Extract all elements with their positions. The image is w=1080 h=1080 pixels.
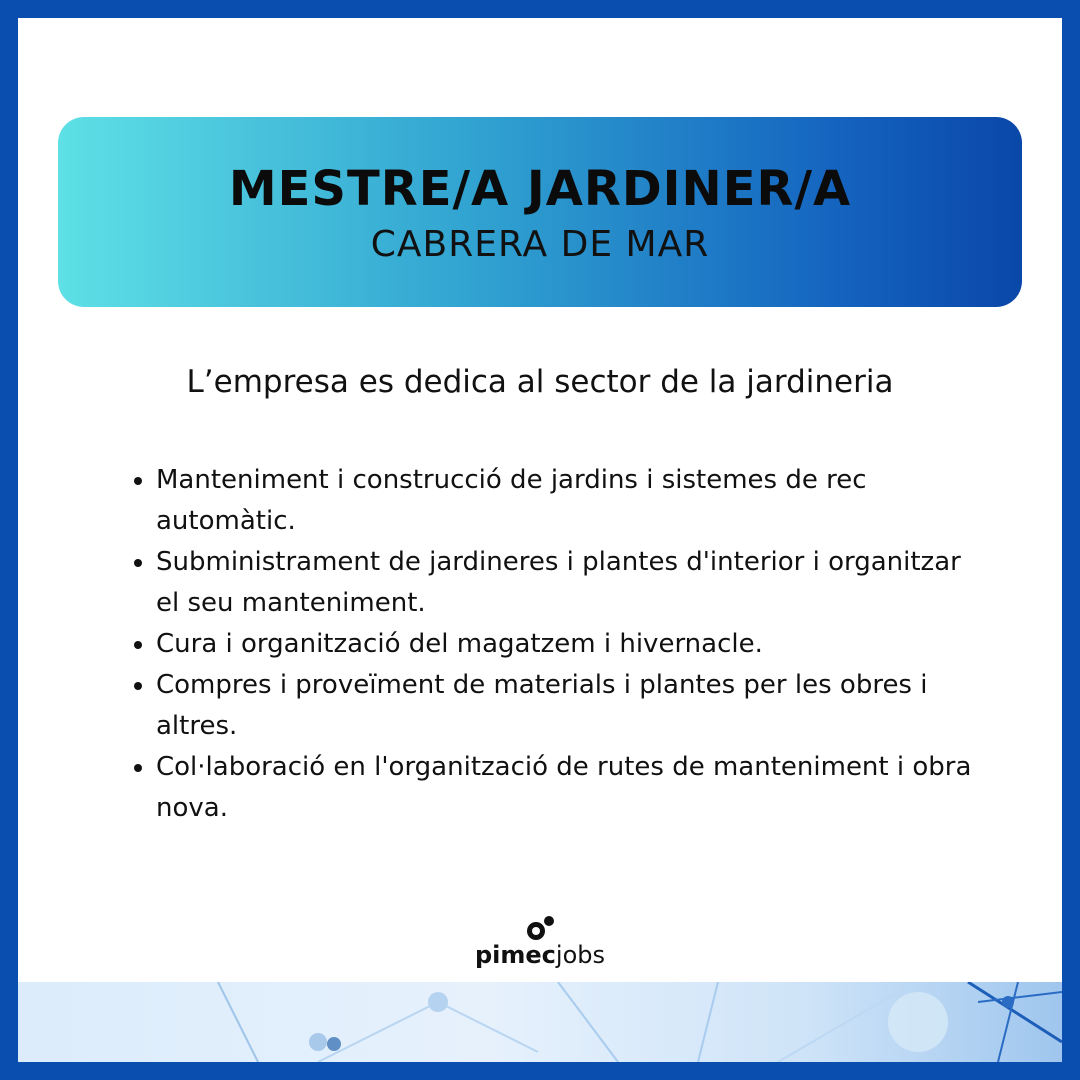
footer-decoration [18,982,1062,1062]
list-item: • Subministrament de jardineres i plantes d'interior i organitzar el seu manteniment. [156,542,986,624]
brand-name [18,941,1062,969]
list-item: • Cura i organització del magatzem i hivernacle. [156,624,986,665]
job-location: CABRERA DE MAR [370,223,710,265]
pimecjobs-logo-icon [520,913,560,943]
brand-name-bold: pimec [474,941,556,969]
job-title: MESTRE/A JARDINER/A [228,161,852,217]
brand-logo [18,913,1062,969]
network-pattern-decoration [18,982,1062,1062]
brand-name-light: jobs [555,941,605,969]
company-intro: L’empresa es dedica al sector de la jardineria [186,364,894,400]
list-item: • Col·laboració en l'organització de rutes de manteniment i obra nova. [156,747,986,829]
list-item: • Manteniment i construcció de jardins i sistemes de rec automàtic. [156,460,986,542]
post-frame [18,18,1062,1062]
list-item: • Compres i proveïment de materials i plantes per les obres i altres. [156,665,986,747]
duties-list [128,460,986,829]
title-banner [58,117,1022,307]
